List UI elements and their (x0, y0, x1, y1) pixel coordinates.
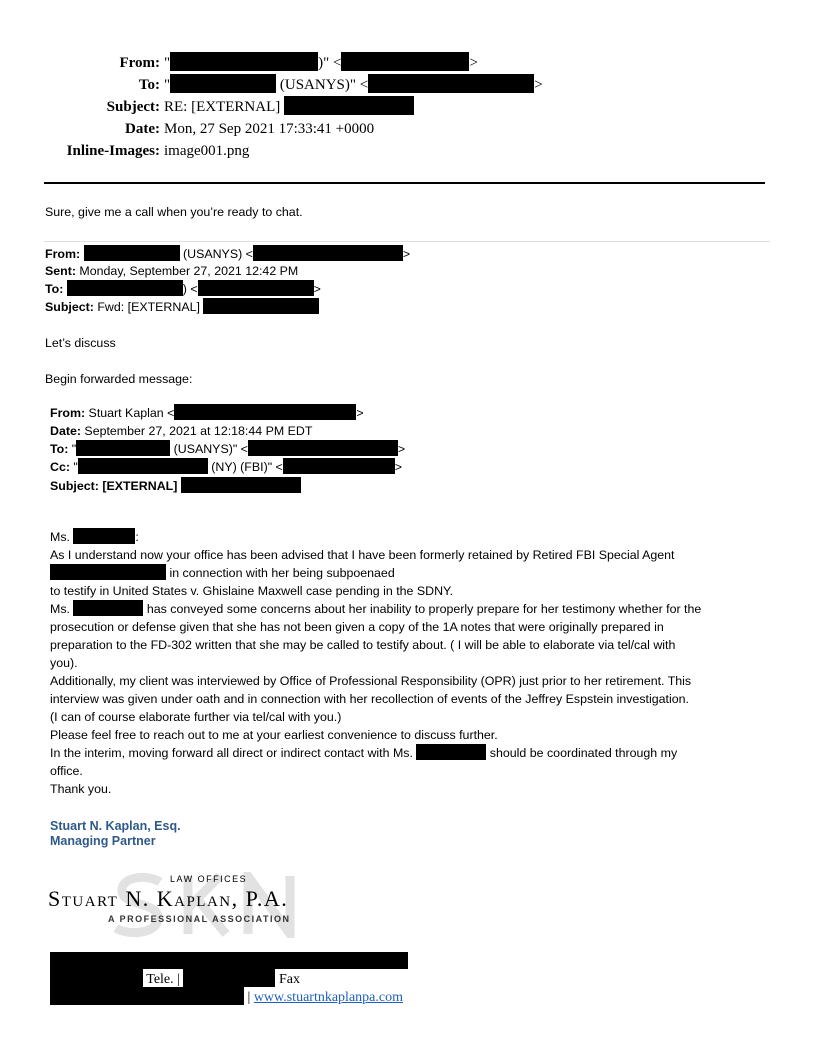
letter-line: you). (50, 656, 78, 670)
fwd2-to: To: " (USANYS)" < > (50, 442, 406, 456)
signature-title: Managing Partner (50, 834, 156, 848)
letter-line: Additionally, my client was interviewed by Office of Professional Responsibility (OPR) just prior to her retirement. This (50, 674, 692, 688)
header-from: From: " )" < > (0, 52, 478, 74)
logo-main-text: Stuart N. Kaplan, P.A. (48, 886, 289, 911)
redaction (248, 440, 398, 456)
redaction (73, 600, 143, 616)
logo-bottom-text: A PROFESSIONAL ASSOCIATION (108, 914, 291, 924)
website-link[interactable]: www.stuartnkaplanpa.com (253, 990, 403, 1005)
header-subject: Subject: RE: [EXTERNAL] (0, 96, 414, 118)
redaction (50, 564, 166, 580)
redaction (170, 74, 276, 93)
contact-line: Tele. | Fax (50, 969, 300, 989)
redaction (170, 52, 318, 71)
redaction (50, 969, 143, 987)
letter-line: Ms. has conveyed some concerns about her inability to properly prepare for her testimony whether for the (50, 602, 702, 616)
letter-line: (I can of course elaborate further via tel/cal with you.) (50, 710, 342, 724)
header-divider (44, 182, 765, 184)
fwd2-date: Date: September 27, 2021 at 12:18:44 PM EDT (50, 424, 313, 438)
fwd1-to: To: ) < > (45, 282, 321, 296)
letter-salutation: Ms. : (50, 530, 139, 544)
fwd2-subject: Subject: [EXTERNAL] (50, 477, 301, 495)
website-line: | www.stuartnkaplanpa.com (50, 987, 403, 1007)
redaction (78, 458, 208, 474)
fwd2-from: From: Stuart Kaplan < > (50, 406, 364, 420)
letter-line: In the interim, moving forward all direct or indirect contact with Ms. should be coordinated through my (50, 746, 678, 760)
fwd1-note: Let’s discuss (45, 336, 116, 350)
letter-line: As I understand now your office has been advised that I have been formerly retained by Retired FBI Special Agent (50, 548, 675, 562)
letter-line: Please feel free to reach out to me at your earliest convenience to discuss further. (50, 728, 498, 742)
letter-line: Thank you. (50, 782, 112, 796)
redaction (203, 298, 319, 314)
redaction (183, 969, 275, 987)
fwd1-subject: Subject: Fwd: [EXTERNAL] (45, 298, 319, 316)
redaction (181, 477, 301, 493)
letter-line: preparation to the FD-302 written that she may be called to testify about. ( I will be able to elaborate via tel/cal with (50, 638, 676, 652)
reply-text: Sure, give me a call when you’re ready to chat. (45, 205, 303, 219)
fwd1-from: From: (USANYS) < > (45, 247, 411, 261)
redaction (76, 440, 170, 456)
signature-name: Stuart N. Kaplan, Esq. (50, 819, 181, 833)
header-to: To: " (USANYS)" < > (0, 74, 543, 96)
fwd2-cc: Cc: " (NY) (FBI)" < > (50, 460, 403, 474)
redaction (283, 458, 395, 474)
redaction (198, 280, 314, 296)
letter-line: in connection with her being subpoenaed (50, 564, 395, 582)
letter-line: to testify in United States v. Ghislaine Maxwell case pending in the SDNY. (50, 584, 454, 598)
redaction (67, 280, 183, 296)
redaction (84, 245, 180, 261)
redaction (50, 952, 408, 969)
firm-logo (48, 872, 368, 940)
fwd1-begin: Begin forwarded message: (45, 372, 193, 386)
redaction (73, 528, 135, 544)
redaction (50, 987, 244, 1005)
redaction (368, 74, 534, 93)
redaction (253, 245, 403, 261)
fwd1-sent: Sent: Monday, September 27, 2021 12:42 PM (45, 264, 299, 278)
letter-line: interview was given under oath and in connection with her recollection of events of the Jeffrey Espstein investigation. (50, 692, 689, 706)
header-inline-images: Inline-Images: image001.png (66, 143, 250, 159)
redaction (174, 404, 356, 420)
header-date: Date: Mon, 27 Sep 2021 17:33:41 +0000 (125, 121, 375, 137)
quote-divider (44, 241, 770, 242)
redaction (284, 96, 414, 115)
logo-top-text: LAW OFFICES (170, 874, 248, 884)
letter-line: prosecution or defense given that she has not been given a copy of the 1A notes that were originally prepared in (50, 620, 664, 634)
redaction (416, 744, 486, 760)
redaction (341, 52, 469, 71)
letter-line: office. (50, 764, 83, 778)
